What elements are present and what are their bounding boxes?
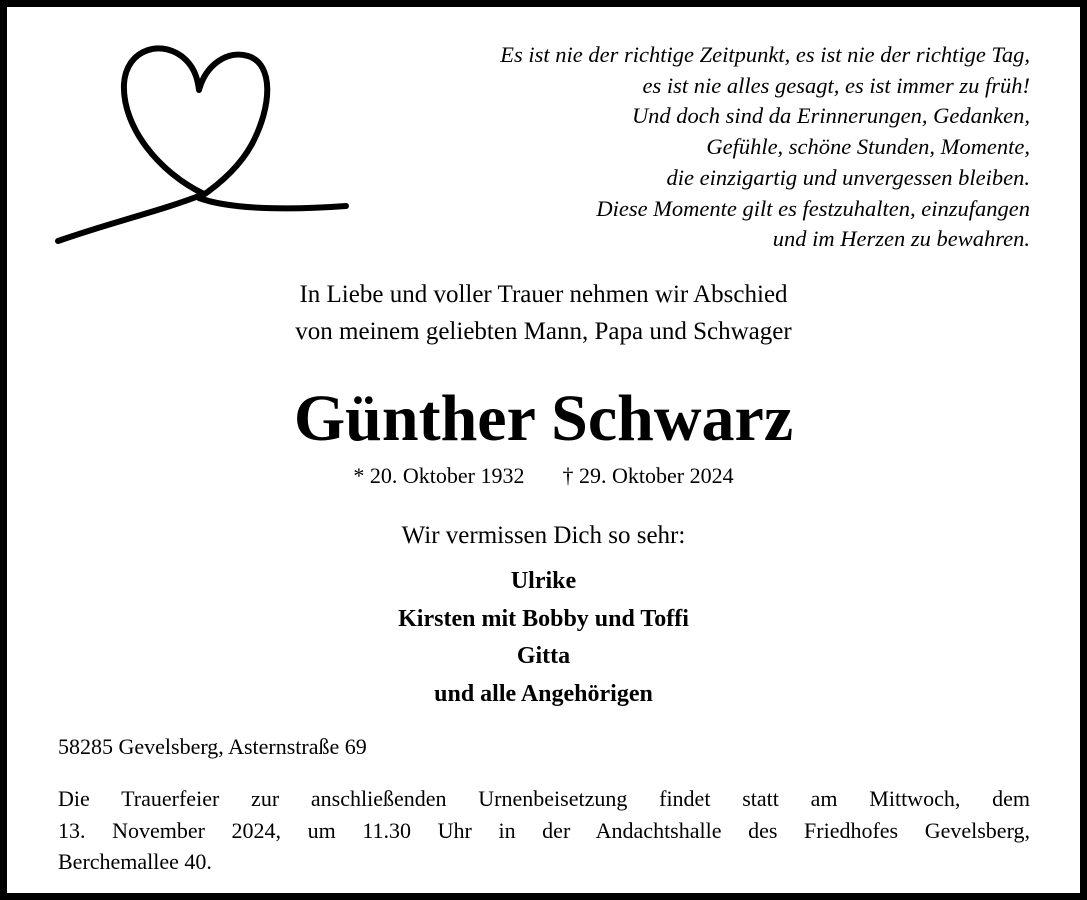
poem-line: Diese Momente gilt es festzuhalten, einzufangen	[596, 195, 1030, 221]
intro-line: von meinem geliebten Mann, Papa und Schwager	[295, 318, 792, 345]
poem-line: die einzigartig und unvergessen bleiben.	[666, 164, 1030, 190]
mourner-name: und alle Angehörigen	[434, 680, 653, 707]
poem-line: und im Herzen zu bewahren.	[772, 226, 1030, 252]
memorial-poem	[310, 40, 1030, 255]
mourner-name: Ulrike	[510, 568, 577, 594]
ceremony-line: 13. November 2024, um 11.30 Uhr in der Andachtshalle des Friedhofes Gevelsberg,	[58, 817, 1030, 843]
ceremony-line: Die Trauerfeier zur anschließenden Urnenbeisetzung findet statt am Mittwoch, dem	[58, 786, 1030, 811]
mourners-heading: Wir vermissen Dich so sehr:	[401, 522, 686, 549]
poem-line: Und doch sind da Erinnerungen, Gedanken,	[631, 103, 1030, 129]
mourner-name: Gitta	[516, 643, 571, 669]
farewell-intro	[0, 276, 1087, 350]
death-date: † 29. Oktober 2024	[562, 463, 734, 488]
ceremony-details	[58, 783, 1030, 878]
mourners-list	[0, 563, 1087, 713]
birth-date: * 20. Oktober 1932	[353, 463, 525, 488]
poem-line: Gefühle, schöne Stunden, Momente,	[706, 134, 1030, 160]
mourner-name: Kirsten mit Bobby und Toffi	[398, 605, 689, 632]
deceased-name: Günther Schwarz	[293, 382, 794, 455]
ceremony-line: Berchemallee 40.	[58, 849, 212, 874]
poem-line: es ist nie alles gesagt, es ist immer zu früh!	[642, 72, 1030, 98]
intro-line: In Liebe und voller Trauer nehmen wir Abschied	[299, 281, 788, 308]
life-dates	[0, 460, 1087, 492]
poem-line: Es ist nie der richtige Zeitpunkt, es ist nie der richtige Tag,	[500, 42, 1030, 67]
family-address: 58285 Gevelsberg, Asternstraße 69	[58, 734, 367, 759]
